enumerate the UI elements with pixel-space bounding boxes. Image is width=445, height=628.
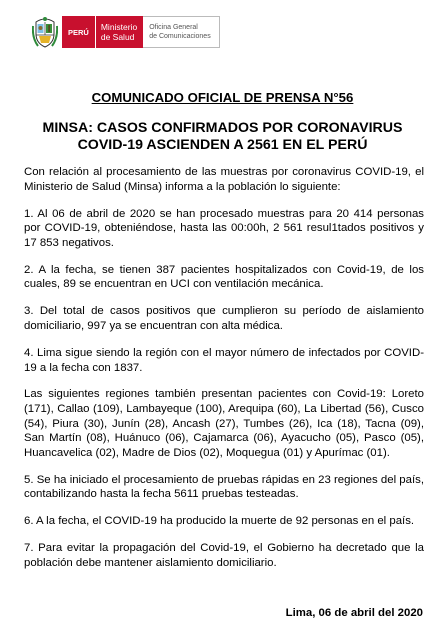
- paragraph-item-3: 3. Del total de casos positivos que cumplieron su período de aislamiento domiciliario, 997 ya se encuentran con alta médica.: [24, 305, 424, 332]
- ministry-name-line1: Ministerio: [100, 22, 138, 32]
- document-body: [24, 165, 424, 583]
- peru-coat-of-arms-icon: [32, 16, 58, 48]
- office-label: [143, 16, 219, 48]
- ministry-name-line2: de Salud: [100, 32, 135, 42]
- office-line2: de Comunicaciones: [149, 33, 211, 40]
- office-line1: Oficina General: [149, 24, 198, 31]
- ministry-logo: [62, 16, 143, 48]
- regions-paragraph: Las siguientes regiones también presentan pacientes con Covid-19: Loreto (171), Callao (109), Lambayeque (100), Arequipa (60), La Libertad (56), Cusco (54), Piura (30), Junín (28), Ancash (27), Tumbes (26), Ica (18), Tacna (09), San Martín (08), Huánuco (06), Cajamarca (06), Ayacucho (05), Pasco (05), Huancavelica (02), Madre de Dios (02), Moquegua (01) y Apurímac (01).: [24, 388, 424, 459]
- paragraph-item-5: 5. Se ha iniciado el procesamiento de pruebas rápidas en 23 regiones del país, contabilizando hasta la fecha 5611 pruebas testeadas.: [24, 473, 424, 501]
- ministry-header: [32, 16, 220, 48]
- ministry-name: [96, 22, 143, 42]
- document-title: [0, 90, 445, 105]
- paragraph-item-1: 1. Al 06 de abril de 2020 se han procesado muestras para 20 414 personas por COVID-19, obteniéndose, hasta las 00:00h, 2 561 resul1tados positivos y 17 853 negativos.: [24, 207, 424, 249]
- document-title-text: COMUNICADO OFICIAL DE PRENSA N°56: [91, 90, 354, 105]
- place-date: Lima, 06 de abril del 2020: [285, 607, 423, 619]
- paragraph-item-2: 2. A la fecha, se tienen 387 pacientes hospitalizados con Covid-19, de los cuales, 89 se encuentran en UCI con ventilación mecánica.: [24, 263, 424, 291]
- headline: [0, 120, 445, 154]
- paragraph-item-6: 6. A la fecha, el COVID-19 ha producido la muerte de 92 personas en el país.: [24, 515, 415, 528]
- headline-line1: MINSA: CASOS CONFIRMADOS POR CORONAVIRUS: [42, 120, 403, 136]
- intro-paragraph: Con relación al procesamiento de las muestras por coronavirus COVID-19, el Ministerio de Salud (Minsa) informa a la población lo siguiente:: [24, 166, 424, 193]
- paragraph-item-4: 4. Lima sigue siendo la región con el mayor número de infectados por COVID-19 a la fecha con 1837.: [24, 346, 424, 374]
- paragraph-item-7: 7. Para evitar la propagación del Covid-19, el Gobierno ha decretado que la población debe mantener aislamiento domiciliario.: [24, 542, 424, 569]
- headline-line2: COVID-19 ASCIENDEN A 2561 EN EL PERÚ: [77, 137, 368, 153]
- country-label: PERÚ: [62, 16, 96, 48]
